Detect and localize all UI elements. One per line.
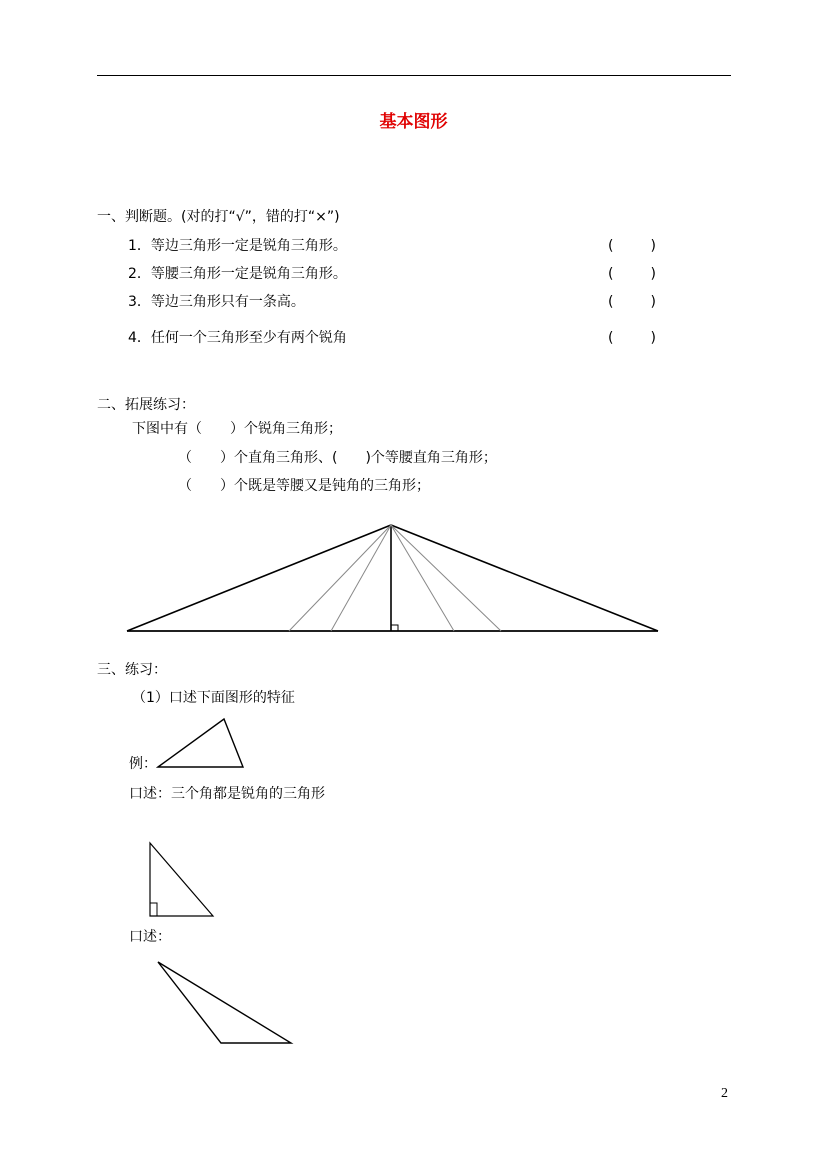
section2-line-1: 下图中有（ ）个锐角三角形； bbox=[132, 421, 342, 437]
page-number: 2 bbox=[721, 1086, 728, 1101]
section1-heading: 一、判断题。(对的打“√”，错的打“×”) bbox=[97, 209, 340, 225]
question-2-answer-blank[interactable] bbox=[608, 265, 656, 283]
paren-open: ( bbox=[608, 238, 614, 254]
paren-open: ( bbox=[608, 266, 614, 282]
header-rule bbox=[97, 75, 731, 76]
acute-triangle-example bbox=[158, 719, 243, 767]
paren-close: ) bbox=[650, 238, 656, 254]
page-title: 基本图形 bbox=[379, 112, 448, 132]
question-4-answer-blank[interactable] bbox=[608, 329, 656, 347]
paren-close: ) bbox=[650, 330, 656, 346]
big-triangle-figure bbox=[127, 525, 658, 631]
inner-line-2 bbox=[331, 525, 391, 631]
paren-open: ( bbox=[608, 330, 614, 346]
question-2-text: 2．等腰三角形一定是锐角三角形。 bbox=[128, 266, 347, 282]
right-triangle bbox=[150, 843, 213, 916]
example-answer: 口述：三个角都是锐角的三角形 bbox=[129, 786, 325, 802]
section3-sub1: （1）口述下面图形的特征 bbox=[132, 690, 295, 706]
right-angle-mark bbox=[150, 903, 157, 916]
left-side bbox=[127, 525, 391, 631]
inner-line-1 bbox=[289, 525, 391, 631]
inner-line-4 bbox=[391, 525, 501, 631]
answer-label: 口述： bbox=[129, 929, 171, 945]
example-label: 例： bbox=[129, 756, 157, 772]
section2-line-3: （ ）个既是等腰又是钝角的三角形； bbox=[178, 478, 430, 494]
obtuse-triangle bbox=[158, 962, 291, 1043]
question-4-text: 4．任何一个三角形至少有两个锐角 bbox=[128, 330, 347, 346]
right-angle-mark bbox=[391, 625, 398, 631]
paren-close: ) bbox=[650, 294, 656, 310]
section3-heading: 三、练习： bbox=[97, 662, 167, 678]
right-side bbox=[391, 525, 658, 631]
paren-open: ( bbox=[608, 294, 614, 310]
question-3-text: 3．等边三角形只有一条高。 bbox=[128, 294, 305, 310]
question-3-answer-blank[interactable] bbox=[608, 293, 656, 311]
inner-line-3 bbox=[391, 525, 454, 631]
paren-close: ) bbox=[650, 266, 656, 282]
question-1-answer-blank[interactable] bbox=[608, 237, 656, 255]
section2-heading: 二、拓展练习： bbox=[97, 397, 195, 413]
section2-line-2: （ ）个直角三角形、( )个等腰直角三角形； bbox=[178, 450, 497, 466]
question-1-text: 1．等边三角形一定是锐角三角形。 bbox=[128, 238, 347, 254]
